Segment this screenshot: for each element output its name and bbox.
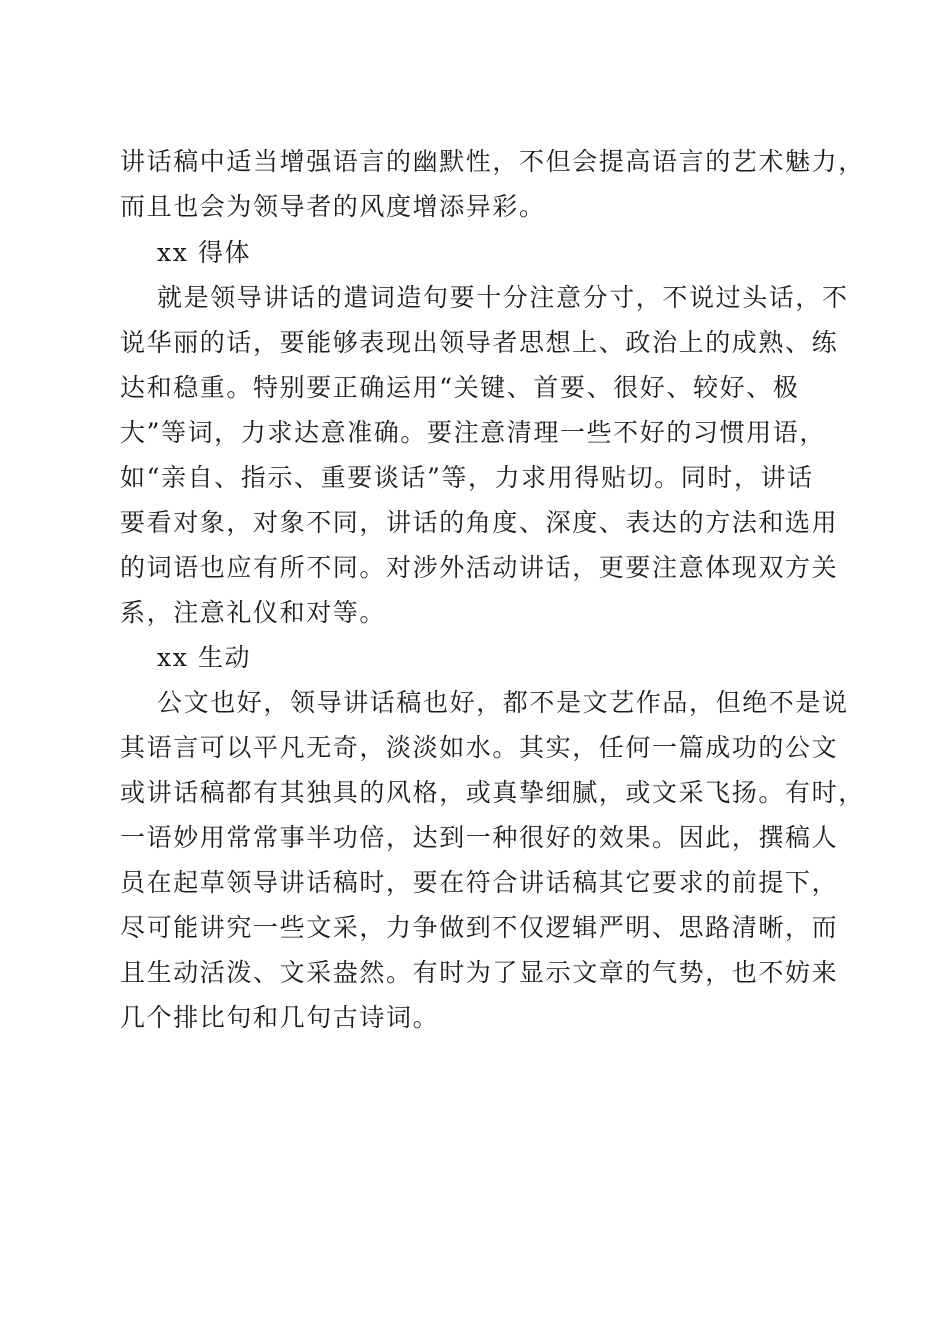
paragraph-vivid-line-8: 几个排比句和几句古诗词。 [120,1003,440,1032]
paragraph-humor-line-2: 而且也会为领导者的风度增添异彩。 [120,192,546,221]
paragraph-appropriate-line-7: 的词语也应有所不同。对涉外活动讲话，更要注意体现双方关 [120,553,839,582]
section-heading-appropriate: xx 得体 [157,238,252,267]
paragraph-appropriate-line-8: 系，注意礼仪和对等。 [120,598,387,627]
paragraph-appropriate-line-5: 如“亲自、指示、重要谈话”等，力求用得贴切。同时，讲话 [120,463,814,492]
paragraph-vivid-line-2: 其语言可以平凡无奇，淡淡如水。其实，任何一篇成功的公文 [120,733,839,762]
paragraph-vivid-line-4: 一语妙用常常事半功倍，达到一种很好的效果。因此，撰稿人 [120,823,839,852]
section-heading-vivid: xx 生动 [157,643,252,672]
paragraph-appropriate-line-6: 要看对象，对象不同，讲话的角度、深度、表达的方法和选用 [120,508,839,537]
paragraph-vivid-line-6: 尽可能讲究一些文采，力争做到不仅逻辑严明、思路清晰，而 [120,913,839,942]
paragraph-appropriate-line-1: 就是领导讲话的遣词造句要十分注意分寸，不说过头话，不 [157,283,849,312]
paragraph-humor-line-1: 讲话稿中适当增强语言的幽默性，不但会提高语言的艺术魅力， [120,147,865,176]
paragraph-vivid-line-7: 且生动活泼、文采盎然。有时为了显示文章的气势，也不妨来 [120,958,839,987]
paragraph-vivid-line-5: 员在起草领导讲话稿时，要在符合讲话稿其它要求的前提下， [120,868,839,897]
paragraph-appropriate-line-2: 说华丽的话，要能够表现出领导者思想上、政治上的成熟、练 [120,328,839,357]
paragraph-vivid-line-3: 或讲话稿都有其独具的风格，或真挚细腻，或文采飞扬。有时， [120,778,865,807]
paragraph-vivid-line-1: 公文也好，领导讲话稿也好，都不是文艺作品，但绝不是说 [157,688,849,717]
paragraph-appropriate-line-3: 达和稳重。特别要正确运用“关键、首要、很好、较好、极 [120,373,800,402]
paragraph-appropriate-line-4: 大”等词，力求达意准确。要注意清理一些不好的习惯用语， [120,418,826,447]
